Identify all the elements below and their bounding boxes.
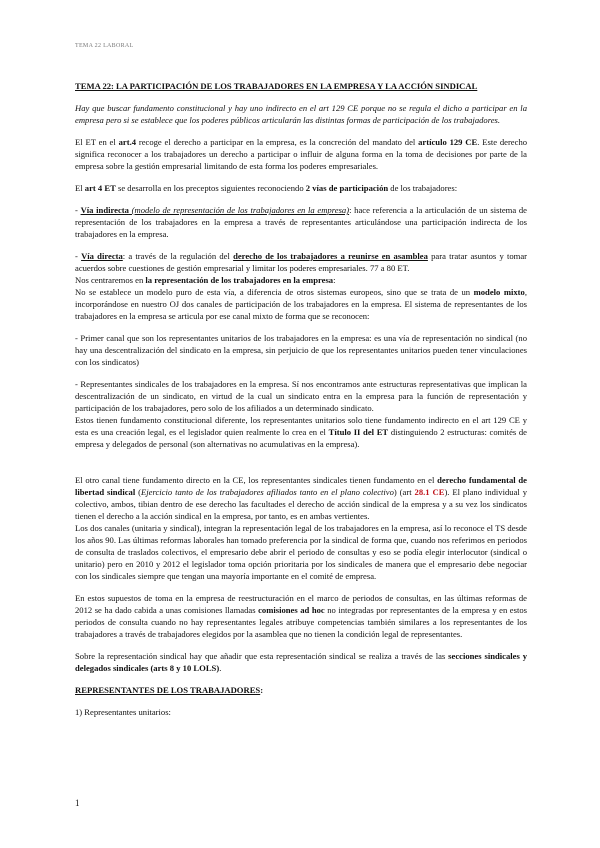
- paragraph-foundation: Estos tienen fundamento constitucional diferente, los representantes unitarios solo tiene fundamento indirecto en el art 129 CE y esta es una creación legal, es el legislador quien realmente lo crea en el Título II del ET distinguiendo 2 estructuras: comités de empresa y delegados de personal (son alternativas no acumulativas en la empresa).: [75, 415, 527, 449]
- paragraph-mixed-model: No se establece un modelo puro de esta vía, a diferencia de otros sistemas europeos, sino que se trata de un modelo mixto, incorporándose en nuestro OJ dos canales de participación de los trabajadores en la empresa. El sistema de representantes de los trabajadores en la empresa se articula por ese canal mixto de forma que se reconocen:: [75, 287, 527, 321]
- subsection-heading: 1) Representantes unitarios:: [75, 707, 171, 717]
- section-heading: REPRESENTANTES DE LOS TRABAJADORES:: [75, 685, 264, 695]
- paragraph-focus: Nos centraremos en la representación de los trabajadores en la empresa:: [75, 275, 336, 285]
- paragraph-art4: El ET en el art.4 recoge el derecho a participar en la empresa, es la concreción del mandato del artículo 129 CE. Este derecho significa reconocer a los trabajadores un derecho a participar o influir de alguna forma en la toma de decisiones por parte de la empresa sobre la gestión empresarial limitando de esta forma los poderes empresariales.: [75, 137, 528, 171]
- spacer: [75, 460, 527, 474]
- list-item-indirect: - Vía indirecta (modelo de representación de los trabajadores en la empresa): hace referencia a la articulación de un sistema de representación de los trabajadores en la empresa a través de representantes articulándose una participación indirecta de los trabajadores en la empresa.: [75, 205, 527, 239]
- paragraph-ad-hoc: En estos supuestos de toma en la empresa de reestructuración en el marco de periodos de consultas, en las últimas reformas de 2012 se ha dado cabida a unas comisiones llamadas comisiones ad hoc no integradas por representantes de la empresa y en estos periodos de consulta cuando no hay representantes legales atribuye competencias también similares a los representantes de los trabajadores a través de trabajadores elegidos por la asamblea que no tienen la condición legal de representantes.: [75, 593, 527, 639]
- document-title: TEMA 22: LA PARTICIPACIÓN DE LOS TRABAJADORES EN LA EMPRESA Y LA ACCIÓN SINDICAL: [75, 81, 478, 91]
- paragraph-two-ways: El art 4 ET se desarrolla en los preceptos siguientes reconociendo 2 vías de participación de los trabajadores:: [75, 183, 458, 193]
- document-body: [75, 80, 527, 728]
- page-number: 1: [75, 798, 80, 808]
- list-item-channel-1: - Primer canal que son los representantes unitarios de los trabajadores en la empresa: es una vía de representación no sindical (no hay una descentralización del sindicato en la empresa, sin perjuicio de que los representantes unitarios pueden tener vinculaciones con los sindicatos): [75, 333, 527, 367]
- list-item-direct: - Vía directa: a través de la regulación del derecho de los trabajadores a reunirse en asamblea para tratar asuntos y tomar acuerdos sobre cuestiones de gestión empresarial y limitar los poderes empresariales. 77 a 80 ET.: [75, 251, 527, 273]
- intro-paragraph: Hay que buscar fundamento constitucional y hay uno indirecto en el art 129 CE porque no se regula el dicho a participar en la empresa pero si se establece que los poderes públicos articularán las distintas formas de participación de los trabajadores.: [75, 103, 527, 125]
- paragraph-two-channels: Los dos canales (unitaria y sindical), integran la representación legal de los trabajadores en la empresa, así lo reconoce el TS desde los años 90. Las últimas reformas laborales han tomado preferencia por la sindical de forma que, cuando nos referimos en periodos de consulta de traslados colectivos, el empresario debe abrir el periodo de consultas y eso se podía elegir interlocutor (sindical o unitario) pero en 2010 y 2012 el legislador toma opción prioritaria por los sindicales de manera que el empresario debe negociar con los sindicales siempre que tengan una mayoría importante en el comité de empresa.: [75, 523, 527, 581]
- paragraph-union-channel: El otro canal tiene fundamento directo en la CE, los representantes sindicales tienen fundamento en el derecho fundamental de libertad sindical (Ejercicio tanto de los trabajadores afiliados tanto en el plano colectivo) (art 28.1 CE). El plano individual y colectivo, ambos, tibian dentro de ese derecho las facultades el derecho de acción sindical de la empresa y a su vez los sindicatos tienen el derecho a la acción sindical en la empresa, por tanto, es en ambas vertientes.: [75, 475, 527, 521]
- paragraph-union-representation: Sobre la representación sindical hay que añadir que esta representación sindical se realiza a través de las secciones sindicales y delegados sindicales (arts 8 y 10 LOLS).: [75, 651, 527, 673]
- running-header: TEMA 22 LABORAL: [75, 43, 134, 49]
- list-item-channel-2: - Representantes sindicales de los trabajadores en la empresa. Sí nos encontramos ante estructuras representativas que implican la descentralización de un sindicato, en virtud de la cual un sindicato entra en la empresa para la función de representación y participación de los trabajadores, pero solo de los afiliados a un determinado sindicato.: [75, 379, 527, 413]
